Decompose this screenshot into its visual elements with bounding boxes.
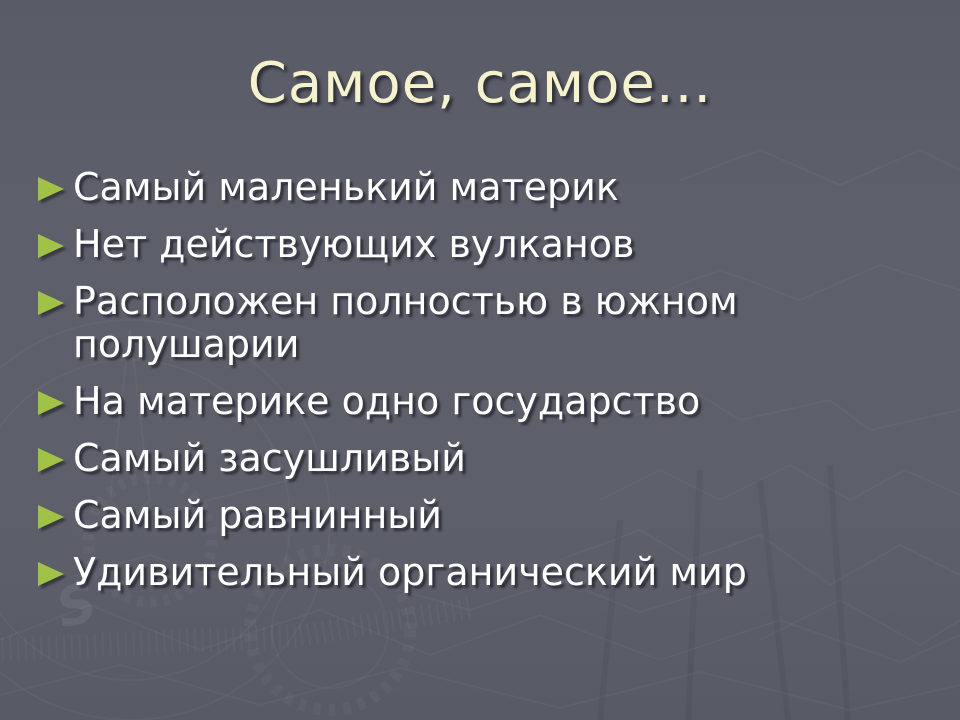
list-item xyxy=(38,166,754,209)
bullet-text: Нет действующих вулканов xyxy=(73,222,635,266)
bullet-arrow-icon xyxy=(38,448,64,472)
bullet-text: На материке одно государство xyxy=(73,379,701,423)
bullet-arrow-icon xyxy=(38,562,64,586)
list-item xyxy=(38,223,754,266)
compass-south-letter: S xyxy=(49,570,103,641)
bullet-arrow-icon xyxy=(38,291,64,315)
bullet-list xyxy=(38,166,754,608)
slide-title: Самое, самое... xyxy=(247,51,713,116)
bullet-text: Удивительный органический мир xyxy=(73,550,747,594)
list-item xyxy=(38,551,754,594)
bullet-arrow-icon xyxy=(38,177,64,201)
list-item xyxy=(38,380,754,423)
bullet-text: Самый маленький материк xyxy=(73,165,619,209)
bullet-arrow-icon xyxy=(38,391,64,415)
list-item xyxy=(38,494,754,537)
bullet-arrow-icon xyxy=(38,234,64,258)
bullet-arrow-icon xyxy=(38,505,64,529)
list-item xyxy=(38,280,754,366)
list-item xyxy=(38,437,754,480)
bullet-text: Самый равнинный xyxy=(73,493,442,537)
bullet-text: Самый засушливый xyxy=(73,436,466,480)
bullet-text: Расположен полностью в южном полушарии xyxy=(73,279,738,366)
